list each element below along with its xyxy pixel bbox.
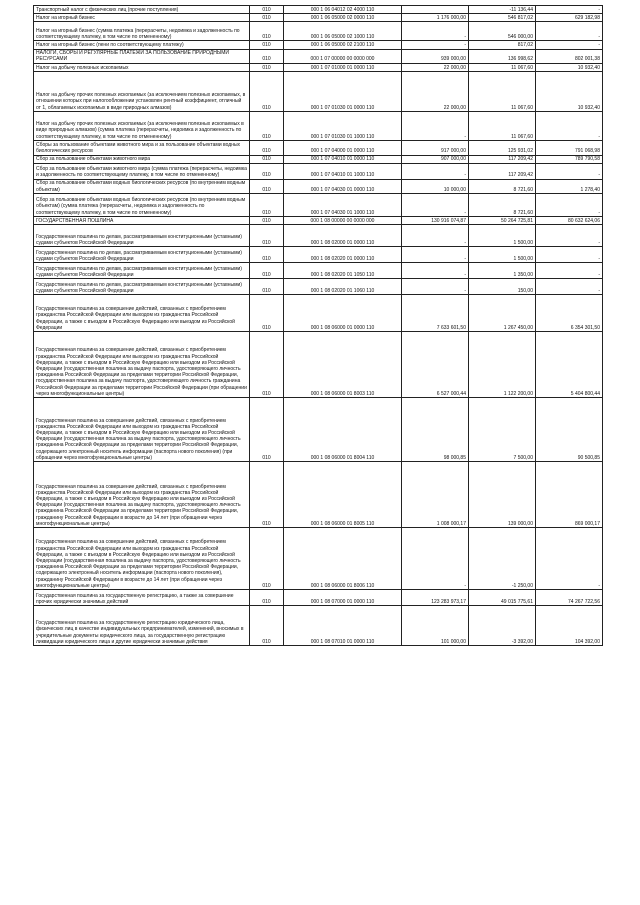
row-approved: -: [402, 163, 469, 179]
row-budget-code: 000 1 08 06000 01 0000 110: [284, 295, 402, 332]
row-unexecuted: 802 001,38: [536, 49, 603, 63]
row-unexecuted: -: [536, 41, 603, 49]
row-executed: 50 264 725,81: [469, 217, 536, 225]
row-executed: -11 136,44: [469, 6, 536, 14]
row-executed: 11 067,60: [469, 64, 536, 72]
row-unexecuted: -: [536, 279, 603, 295]
row-line-code: 010: [250, 398, 284, 462]
row-name: Сбор за пользование объектами водных биологических ресурсов (по внутренним водным объектам) (сумма платежа (перерасчеты, недоимка и задолженность по соответствующему платежу, в том числе по отмененному): [34, 194, 250, 217]
table-row: [34, 22, 603, 41]
row-executed: 1 500,00: [469, 225, 536, 247]
row-name: Налог на добычу прочих полезных ископаемых (за исключением полезных ископаемых в виде природных алмазов) (сумма платежа (перерасчеты, недоимка и задолженность по соответствующему платежу, в том числе по отмененному): [34, 112, 250, 141]
row-unexecuted: 869 000,17: [536, 462, 603, 528]
row-line-code: 010: [250, 179, 284, 193]
row-budget-code: 000 1 08 00000 00 0000 000: [284, 217, 402, 225]
row-budget-code: 000 1 06 05000 02 1000 110: [284, 22, 402, 41]
row-approved: 123 283 973,17: [402, 590, 469, 606]
row-executed: 817,02: [469, 41, 536, 49]
row-line-code: 010: [250, 332, 284, 398]
row-name: Сбор за пользование объектами водных биологических ресурсов (по внутренним водным объектам): [34, 179, 250, 193]
table-row: [34, 72, 603, 112]
row-unexecuted: 74 267 722,56: [536, 590, 603, 606]
row-unexecuted: -: [536, 247, 603, 263]
row-approved: 7 633 601,50: [402, 295, 469, 332]
table-row: [34, 295, 603, 332]
row-approved: 1 176 000,00: [402, 14, 469, 22]
row-line-code: 010: [250, 295, 284, 332]
row-budget-code: 000 1 07 04010 01 0000 110: [284, 155, 402, 163]
row-approved: 917 000,00: [402, 141, 469, 155]
row-executed: 150,00: [469, 279, 536, 295]
row-approved: -: [402, 112, 469, 141]
row-unexecuted: 10 932,40: [536, 72, 603, 112]
row-approved: -: [402, 247, 469, 263]
row-line-code: 010: [250, 247, 284, 263]
table-row: [34, 225, 603, 247]
row-budget-code: 000 1 08 07010 01 0000 110: [284, 606, 402, 646]
row-unexecuted: -: [536, 528, 603, 590]
table-row: [34, 332, 603, 398]
row-executed: 1 500,00: [469, 247, 536, 263]
row-approved: -: [402, 528, 469, 590]
table-row: [34, 6, 603, 14]
table-row: [34, 194, 603, 217]
row-executed: 125 931,02: [469, 141, 536, 155]
row-executed: 11 067,60: [469, 72, 536, 112]
row-unexecuted: 629 182,98: [536, 14, 603, 22]
row-executed: -1 250,00: [469, 528, 536, 590]
row-line-code: 010: [250, 141, 284, 155]
row-name: НАЛОГИ, СБОРЫ И РЕГУЛЯРНЫЕ ПЛАТЕЖИ ЗА ПОЛЬЗОВАНИЕ ПРИРОДНЫМИ РЕСУРСАМИ: [34, 49, 250, 63]
row-executed: 8 721,60: [469, 194, 536, 217]
row-name: Государственная пошлина по делам, рассматриваемым конституционными (уставными) судами субъектов Российской Федерации: [34, 247, 250, 263]
row-line-code: 010: [250, 279, 284, 295]
row-budget-code: 000 1 06 04012 02 4000 110: [284, 6, 402, 14]
row-unexecuted: -: [536, 163, 603, 179]
row-budget-code: 000 1 08 06000 01 8004 110: [284, 398, 402, 462]
row-unexecuted: 10 932,40: [536, 64, 603, 72]
row-unexecuted: -: [536, 263, 603, 279]
row-approved: 6 527 000,44: [402, 332, 469, 398]
revenue-execution-table: [33, 5, 603, 646]
row-name: Государственная пошлина за совершение действий, связанных с приобретением гражданства Российской Федерации или выходом из гражданства Российской Федерации, а также с въездом в Российскую Федерацию или выездом из Российской Федерации (государственная пошлина за выдачу паспорта, удостоверяющего личность гражданина Российской Федерации за пределами территории Российской Федерации, государственная пошлина за выдачу паспорта, удостоверяющего личность гражданина Российской Федерации за пределами территории Российской Федерации (при обращении через многофункциональные центры): [34, 332, 250, 398]
row-executed: 1 122 200,00: [469, 332, 536, 398]
row-name: Налог на игорный бизнес (сумма платежа (перерасчеты, недоимка и задолженность по соответствующему платежу, в том числе по отмененному): [34, 22, 250, 41]
row-approved: -: [402, 279, 469, 295]
table-row: [34, 263, 603, 279]
row-approved: -: [402, 225, 469, 247]
row-name: Транспортный налог с физических лиц (прочие поступления): [34, 6, 250, 14]
row-budget-code: 000 1 07 00000 00 0000 000: [284, 49, 402, 63]
table-row: [34, 590, 603, 606]
row-unexecuted: 5 404 800,44: [536, 332, 603, 398]
row-budget-code: 000 1 07 04010 01 1000 110: [284, 163, 402, 179]
row-unexecuted: -: [536, 112, 603, 141]
row-executed: 49 015 775,61: [469, 590, 536, 606]
row-executed: 7 500,00: [469, 398, 536, 462]
row-line-code: 010: [250, 217, 284, 225]
table-row: [34, 528, 603, 590]
row-line-code: 010: [250, 64, 284, 72]
row-budget-code: 000 1 08 02020 01 1060 110: [284, 279, 402, 295]
table-row: [34, 14, 603, 22]
row-name: Государственная пошлина за совершение действий, связанных с приобретением гражданства Российской Федерации или выходом из гражданства Российской Федерации, а также с въездом в Российскую Федерацию или выездом из Российской Федерации (государственная пошлина за выдачу паспорта, удостоверяющего личность гражданина Российской Федерации за пределами территории Российской Федерации, содержащего электронный носитель информации (паспорта нового поколения), гражданину Российской Федерации в возрасте до 14 лет (при обращении через многофункциональные центры): [34, 528, 250, 590]
table-row: [34, 279, 603, 295]
row-approved: 1 008 000,17: [402, 462, 469, 528]
row-line-code: 010: [250, 163, 284, 179]
row-unexecuted: 789 790,58: [536, 155, 603, 163]
row-name: Государственная пошлина за государственную регистрацию юридического лица, физических лиц в качестве индивидуальных предпринимателей, изменений, вносимых в учредительные документы юридического лица, за государственную регистрацию ликвидации юридического лица и другие юридически значимые действия: [34, 606, 250, 646]
row-budget-code: 000 1 06 05000 02 2100 110: [284, 41, 402, 49]
row-approved: 10 000,00: [402, 179, 469, 193]
row-line-code: 010: [250, 41, 284, 49]
row-name: ГОСУДАРСТВЕННАЯ ПОШЛИНА: [34, 217, 250, 225]
row-approved: 98 000,85: [402, 398, 469, 462]
row-line-code: 010: [250, 155, 284, 163]
row-unexecuted: 6 354 301,50: [536, 295, 603, 332]
row-line-code: 010: [250, 22, 284, 41]
table-row: [34, 247, 603, 263]
row-line-code: 010: [250, 112, 284, 141]
row-unexecuted: 1 278,40: [536, 179, 603, 193]
table-row: [34, 462, 603, 528]
row-budget-code: 000 1 08 06000 01 8003 110: [284, 332, 402, 398]
row-name: Налог на добычу прочих полезных ископаемых (за исключением полезных ископаемых, в отношении которых при налогообложении установлен рентный коэффициент, отличный от 1, облагаемых ископаемых в виде природных алмазов): [34, 72, 250, 112]
row-approved: -: [402, 194, 469, 217]
row-executed: 117 209,42: [469, 155, 536, 163]
row-budget-code: 000 1 08 07000 01 0000 110: [284, 590, 402, 606]
row-line-code: 010: [250, 462, 284, 528]
row-executed: 546 817,02: [469, 14, 536, 22]
table-row: [34, 155, 603, 163]
row-line-code: 010: [250, 14, 284, 22]
row-name: Государственная пошлина за совершение действий, связанных с приобретением гражданства Российской Федерации или выходом из гражданства Российской Федерации, а также с въездом в Российскую Федерацию или выездом из Российской Федерации (государственная пошлина за выдачу паспорта, удостоверяющего личность гражданина Российской Федерации за пределами территории Российской Федерации, гражданину Российской Федерации в возрасте до 14 лет (при обращении через многофункциональные центры): [34, 462, 250, 528]
row-line-code: 010: [250, 194, 284, 217]
row-budget-code: 000 1 07 01000 01 0000 110: [284, 64, 402, 72]
row-executed: 1 350,00: [469, 263, 536, 279]
row-name: Сбор за пользование объектами животного мира: [34, 155, 250, 163]
row-approved: -: [402, 41, 469, 49]
row-budget-code: 000 1 08 02020 01 0000 110: [284, 247, 402, 263]
row-line-code: 010: [250, 72, 284, 112]
row-executed: 11 067,60: [469, 112, 536, 141]
row-executed: 139 000,00: [469, 462, 536, 528]
row-approved: -: [402, 263, 469, 279]
row-name: Налог на добычу полезных ископаемых: [34, 64, 250, 72]
table-row: [34, 49, 603, 63]
row-budget-code: 000 1 07 01030 01 0000 110: [284, 72, 402, 112]
row-line-code: 010: [250, 590, 284, 606]
row-budget-code: 000 1 07 04030 01 1000 110: [284, 194, 402, 217]
row-line-code: 010: [250, 528, 284, 590]
row-budget-code: 000 1 08 02000 01 0000 110: [284, 225, 402, 247]
row-unexecuted: 791 068,98: [536, 141, 603, 155]
table-row: [34, 112, 603, 141]
row-budget-code: 000 1 06 05000 02 0000 110: [284, 14, 402, 22]
row-name: Государственная пошлина по делам, рассматриваемым конституционными (уставными) судами субъектов Российской Федерации: [34, 263, 250, 279]
row-approved: 907 000,00: [402, 155, 469, 163]
row-name: Государственная пошлина за государственную регистрацию, а также за совершение прочих юридически значимых действий: [34, 590, 250, 606]
row-executed: 546 000,00: [469, 22, 536, 41]
row-approved: 22 000,00: [402, 72, 469, 112]
row-approved: 939 000,00: [402, 49, 469, 63]
row-unexecuted: 90 500,85: [536, 398, 603, 462]
row-unexecuted: -: [536, 22, 603, 41]
row-line-code: 010: [250, 225, 284, 247]
row-unexecuted: -: [536, 194, 603, 217]
row-budget-code: 000 1 08 02020 01 1050 110: [284, 263, 402, 279]
table-body: [34, 6, 603, 646]
row-executed: 1 267 450,00: [469, 295, 536, 332]
row-name: Налог на игорный бизнес (пени по соответствующему платежу): [34, 41, 250, 49]
table-row: [34, 217, 603, 225]
row-approved: 22 000,00: [402, 64, 469, 72]
table-row: [34, 141, 603, 155]
row-approved: 101 000,00: [402, 606, 469, 646]
row-name: Государственная пошлина за совершение действий, связанных с приобретением гражданства Российской Федерации или выходом из гражданства Российской Федерации, а также с въездом в Российскую Федерацию или выездом из Российской Федерации: [34, 295, 250, 332]
table-row: [34, 64, 603, 72]
table-row: [34, 179, 603, 193]
table-row: [34, 41, 603, 49]
row-budget-code: 000 1 08 06000 01 8006 110: [284, 528, 402, 590]
table-row: [34, 163, 603, 179]
row-executed: 117 209,42: [469, 163, 536, 179]
row-approved: -: [402, 22, 469, 41]
row-unexecuted: 80 632 624,06: [536, 217, 603, 225]
row-approved: [402, 6, 469, 14]
row-line-code: 010: [250, 49, 284, 63]
row-line-code: 010: [250, 263, 284, 279]
report-sheet: [33, 5, 602, 646]
row-approved: 130 916 074,87: [402, 217, 469, 225]
row-budget-code: 000 1 07 01030 01 1000 110: [284, 112, 402, 141]
row-name: Государственная пошлина по делам, рассматриваемым конституционными (уставными) судами субъектов Российской Федерации: [34, 279, 250, 295]
row-budget-code: 000 1 07 04030 01 0000 110: [284, 179, 402, 193]
row-budget-code: 000 1 08 06000 01 8005 110: [284, 462, 402, 528]
table-row: [34, 398, 603, 462]
row-name: Налог на игорный бизнес: [34, 14, 250, 22]
row-unexecuted: 104 392,00: [536, 606, 603, 646]
row-executed: 136 998,62: [469, 49, 536, 63]
row-executed: 8 721,60: [469, 179, 536, 193]
row-name: Сборы за пользование объектами животного мира и за пользование объектами водных биологических ресурсов: [34, 141, 250, 155]
table-row: [34, 606, 603, 646]
row-line-code: 010: [250, 606, 284, 646]
row-budget-code: 000 1 07 04000 01 0000 110: [284, 141, 402, 155]
row-name: Сбор за пользование объектами животного мира (сумма платежа (перерасчеты, недоимка и задолженность по соответствующему платежу, в том числе по отмененному): [34, 163, 250, 179]
row-name: Государственная пошлина за совершение действий, связанных с приобретением гражданства Российской Федерации или выходом из гражданства Российской Федерации, а также с въездом в Российскую Федерацию или выездом из Российской Федерации (государственная пошлина за выдачу паспорта, удостоверяющего личность гражданина Российской Федерации за пределами территории Российской Федерации, содержащего электронный носитель информации (паспорта нового поколения) (при обращении через многофункциональные центры): [34, 398, 250, 462]
row-line-code: 010: [250, 6, 284, 14]
row-unexecuted: -: [536, 225, 603, 247]
row-unexecuted: -: [536, 6, 603, 14]
row-executed: -3 392,00: [469, 606, 536, 646]
row-name: Государственная пошлина по делам, рассматриваемым конституционными (уставными) судами субъектов Российской Федерации: [34, 225, 250, 247]
